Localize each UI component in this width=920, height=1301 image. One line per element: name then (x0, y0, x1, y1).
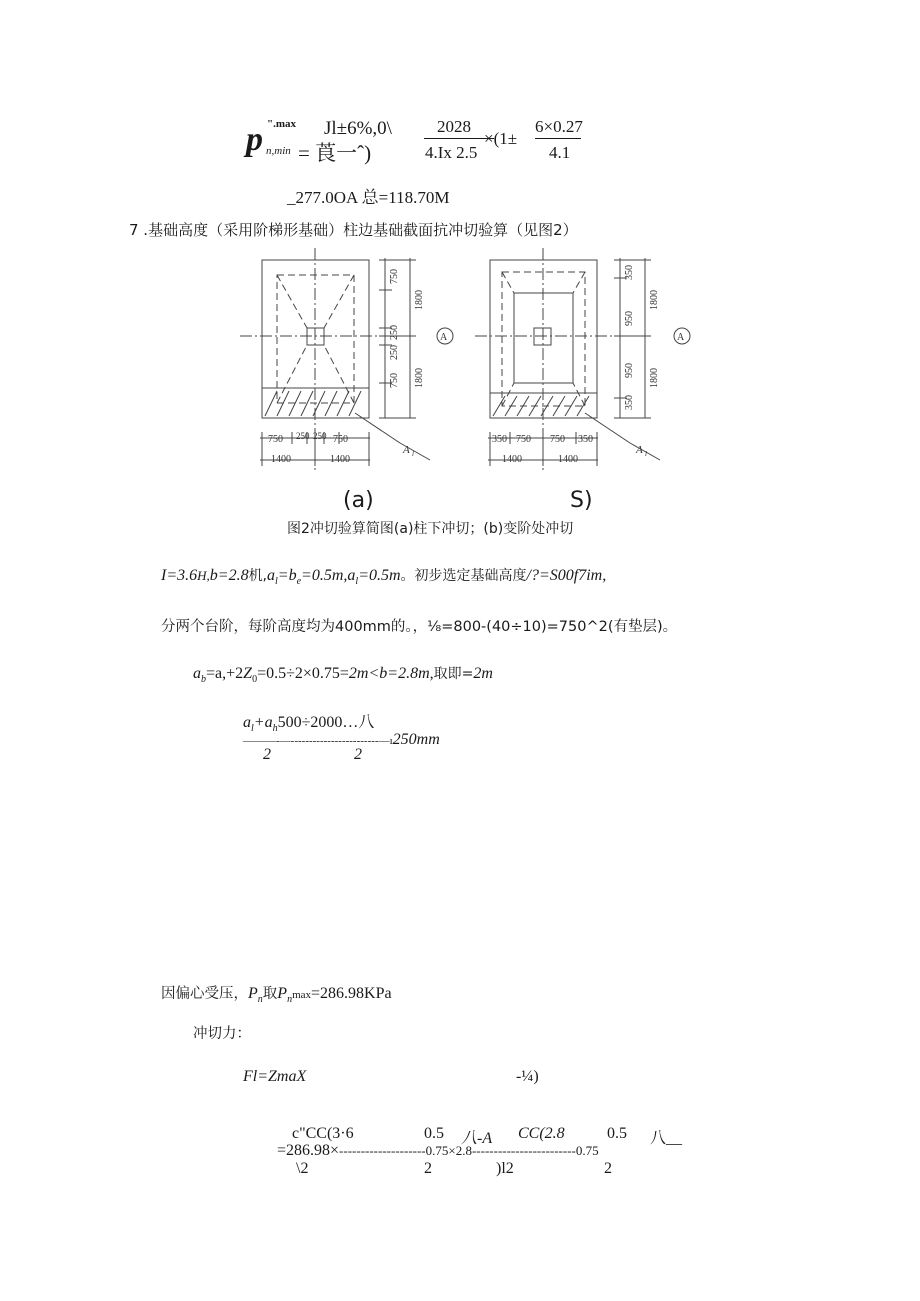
section-7-heading: 7 .基础高度（采用阶梯形基础）柱边基础截面抗冲切验算（见图2） (129, 221, 578, 239)
dim-b-r6: 1800 (649, 368, 660, 388)
area-b-label: A (636, 444, 643, 456)
final-top-3: 八-A (461, 1130, 493, 1147)
frac1-numerator: 2028 (437, 117, 471, 136)
dim-a-r4: 750 (389, 373, 400, 388)
area-a-sub: l (412, 450, 414, 458)
frac-top-line: $a_l+a_h500\div 2000\dots$八 (243, 714, 375, 735)
frac2-numerator: 6×0.27 (535, 117, 583, 136)
figure-b-diagram (470, 248, 700, 470)
para2: 分两个台阶，每阶高度均为400mm的。，⅛=800-(40÷10)=750^2(有垫层)。 (161, 619, 678, 635)
frac-dash-line: ———-—------------------------—ı250mm (243, 731, 440, 748)
dim-b-b2: 750 (516, 434, 531, 445)
figure-a-diagram (235, 248, 465, 470)
area-b-sub: l (645, 450, 647, 458)
dim-b-b4: 350 (578, 434, 593, 445)
final-top-1: c"CC(3·6 (292, 1125, 354, 1142)
axis-b-label: A (677, 332, 685, 343)
para1: I=3.6H,b=2.8机$,a_l=b_e=0.5m,a_l=0.5m$。初步选定基础高度/?=S00f7im, (161, 567, 607, 588)
dim-b-r2: 950 (624, 311, 635, 326)
final-top-5: 0.5 (607, 1125, 627, 1142)
dim-b-b6: 1400 (558, 454, 578, 465)
final-bot-4: 2 (604, 1160, 612, 1177)
para4: 因偏心受压，$P_n$取$P_n\max=286.98KPa$ (161, 985, 392, 1006)
dim-a-b3: 250 (313, 431, 327, 441)
area-a-label: A (403, 444, 410, 456)
dim-a-b2: 250 (296, 431, 310, 441)
dim-a-r3: 250 (389, 345, 400, 360)
frac-den-1: 2 (263, 746, 271, 763)
dim-a-r1: 750 (389, 269, 400, 284)
final-bot-3: )l2 (496, 1160, 514, 1177)
dim-a-r5: 1800 (414, 290, 425, 310)
dim-b-b3: 750 (550, 434, 565, 445)
dim-a-r2: 250 (389, 325, 400, 340)
final-mid: =286.98×--------------------0.75×2.8------------------------0.75 (277, 1142, 599, 1159)
frac2-denominator: 4.1 (549, 143, 571, 162)
p-superscript: ".max (267, 118, 297, 130)
dim-a-b6: 1400 (330, 454, 350, 465)
final-top-2: 0.5 (424, 1125, 444, 1142)
dim-b-r4: 350 (624, 395, 635, 410)
p-subscript: n,min (266, 145, 291, 157)
formula1-eq: = 莨一ˆ) (298, 141, 372, 165)
frac-den-2: 2 (354, 746, 362, 763)
dim-a-r6: 1800 (414, 368, 425, 388)
frac1-denominator: 4.Ix 2.5 (425, 143, 478, 162)
dim-b-r1: 350 (624, 265, 635, 280)
figure-a-label: (a) (343, 488, 374, 513)
dim-b-r5: 1800 (649, 290, 660, 310)
para3: $a_b=a,+2Z_0=0.5\div 2\times 0.75=2m<b=2.8m$,取即=2m (193, 665, 493, 686)
final-bot-1: \2 (296, 1160, 309, 1177)
axis-a-label: A (440, 332, 448, 343)
dim-a-b4: 750 (333, 434, 348, 445)
para5: 冲切力： (193, 1026, 251, 1042)
figure-b-label: S) (570, 488, 593, 513)
final-bot-2: 2 (424, 1160, 432, 1177)
p-symbol: p (246, 121, 263, 158)
figure-caption: 图2冲切验算简图(a)柱下冲切；(b)变阶处冲切 (287, 521, 574, 537)
fl-formula-right: -¼) (516, 1068, 539, 1085)
dim-b-b5: 1400 (502, 454, 522, 465)
dim-a-b5: 1400 (271, 454, 291, 465)
dim-a-b1: 750 (268, 434, 283, 445)
frac2-bar (535, 138, 581, 139)
dim-b-b1: 350 (492, 434, 507, 445)
result-line: _277.0OA 总=118.70M (287, 188, 450, 207)
dim-b-r3: 950 (624, 363, 635, 378)
formula1-top: Jl±6%,0\ (324, 118, 392, 139)
fl-formula-left: Fl=ZmaX (243, 1068, 307, 1085)
formula1-times: ×(1± (484, 129, 518, 148)
final-top-4: CC(2.8 (518, 1125, 565, 1142)
final-top-6: 八__ (650, 1130, 683, 1147)
